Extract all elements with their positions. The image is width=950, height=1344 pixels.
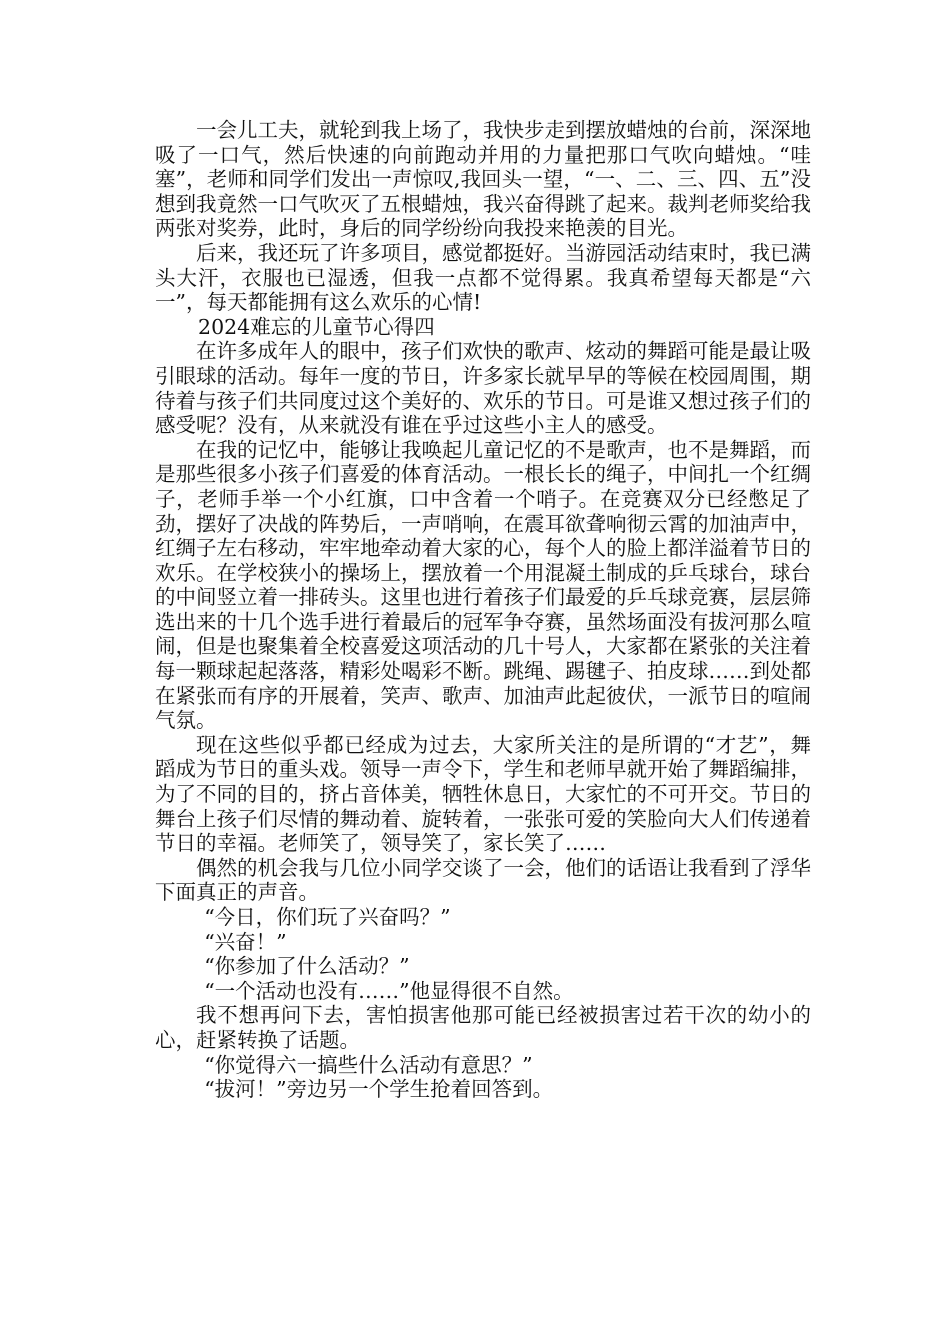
dialog-line-5: “你觉得六一搞些什么活动有意思？” <box>204 1052 533 1077</box>
section-title: 2024难忘的儿童节心得四 <box>198 314 435 339</box>
document-body <box>155 118 811 1102</box>
dialog-line-6: “拔河！”旁边另一个学生抢着回答到。 <box>204 1077 554 1102</box>
paragraph-later-games: 后来，我还玩了许多项目，感觉都挺好。当游园活动结束时，我已满头大汗，衣服也已湿透，但我一点都不觉得累。我真希望每天都是“六一”，每天都能拥有这么欢乐的心情! <box>155 240 811 315</box>
dialog-line-1: “今日，你们玩了兴奋吗？” <box>204 905 451 929</box>
paragraph-candle-contest: 一会儿工夫，就轮到我上场了，我快步走到摆放蜡烛的台前，深深地吸了一口气，然后快速的向前跑动并用的力量把那口气吹向蜡烛。“哇塞”，老师和同学们发出一声惊叹,我回头一望，“一、二、三、四、五”没想到我竟然一口气吹灭了五根蜡烛，我兴奋得跳了起来。裁判老师奖给我两张对奖券，此时，身后的同学纷纷向我投来艳羡的目光。 <box>155 118 811 241</box>
dialog-line-3: “你参加了什么活动？” <box>204 954 410 979</box>
paragraph-talent-dance: 现在这些似乎都已经成为过去，大家所关注的是所谓的“才艺”，舞蹈成为节日的重头戏。领导一声令下，学生和老师早就开始了舞蹈编排，为了不同的目的，挤占音体美，牺牲休息日，大家忙的不可开交。节日的舞台上孩子们尽情的舞动着、旋转着，一张张可爱的笑脸向大人们传递着节日的幸福。老师笑了，领导笑了，家长笑了…… <box>155 732 811 856</box>
paragraph-memories-sports: 在我的记忆中，能够让我唤起儿童记忆的不是歌声，也不是舞蹈，而是那些很多小孩子们喜爱的体育活动。一根长长的绳子，中间扎一个红绸子，老师手举一个小红旗，口中含着一个哨子。在竞赛双分已经憋足了劲，摆好了决战的阵势后，一声哨响，在震耳欲聋响彻云霄的加油声中，红绸子左右移动，牢牢地牵动着大家的心，每个人的脸上都洋溢着节日的欢乐。在学校狭小的操场上，摆放着一个用混凝土制成的乒乓球台，球台的中间竖立着一排砖头。这里也进行着孩子们最爱的乒乓球竞赛，层层筛选出来的十几个选手进行着最后的冠军争夺赛，虽然场面没有拔河那么喧闹，但是也聚集着全校喜爱这项活动的几十号人，大家都在紧张的关注着每一颗球起起落落，精彩处喝彩不断。跳绳、踢毽子、拍皮球……到处都在紧张而有序的开展着，笑声、歌声、加油声此起彼伏，一派节日的喧闹气氛。 <box>155 437 811 733</box>
paragraph-change-topic: 我不想再问下去，害怕损害他那可能已经被损害过若干次的幼小的心，赶紧转换了话题。 <box>155 1003 811 1052</box>
dialog-line-4: “一个活动也没有……”他显得很不自然。 <box>204 978 574 1003</box>
paragraph-adults-view: 在许多成年人的眼中，孩子们欢快的歌声、炫动的舞蹈可能是最让吸引眼球的活动。每年一度的节日，许多家长就早早的等候在校园周围，期待着与孩子们共同度过这个美好的、欢乐的节日。可是谁又想过孩子们的感受呢？没有，从来就没有谁在乎过这些小主人的感受。 <box>155 339 811 438</box>
dialog-line-2: “兴奋！” <box>204 929 287 954</box>
paragraph-conversation-intro: 偶然的机会我与几位小同学交谈了一会，他们的话语让我看到了浮华下面真正的声音。 <box>155 855 811 905</box>
